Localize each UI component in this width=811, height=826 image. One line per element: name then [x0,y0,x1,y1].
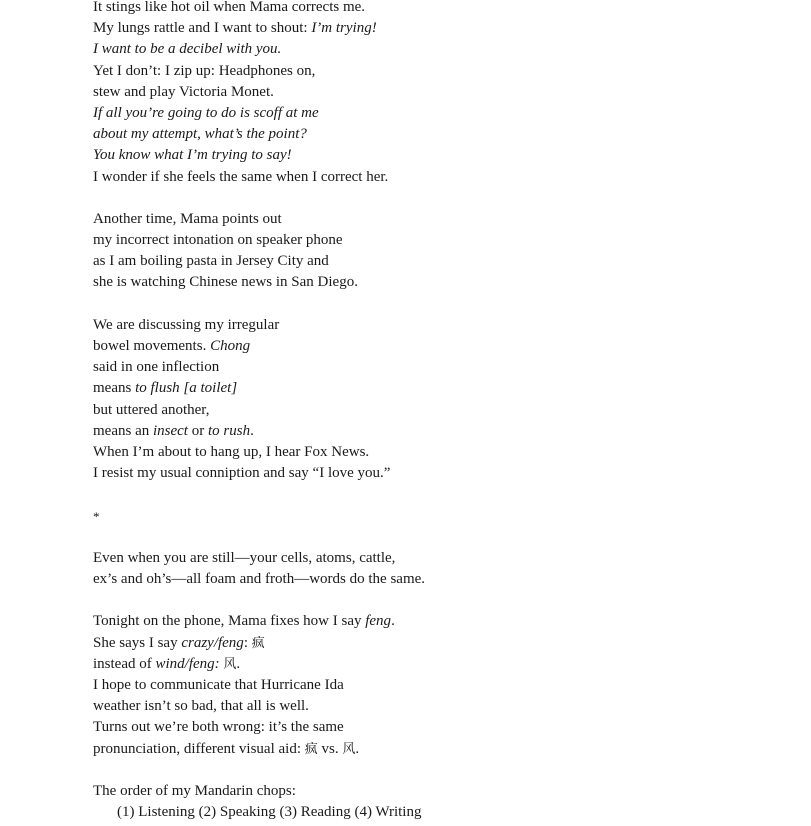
line-text: means an [93,422,153,439]
line-text: Tonight on the phone, Mama fixes how I say [93,613,366,630]
poem-line: she is watching Chinese news in San Diego. [93,274,358,291]
line-text: . [355,740,360,757]
poem-line: Yet I don’t: I zip up: Headphones on, [93,62,316,79]
stanza-4 [93,548,793,590]
stanza-break [93,484,793,505]
poem-line-indented: (1) Listening (2) Speaking (3) Reading (4) Writing [117,804,422,821]
poem-line [93,739,793,760]
chinese-character: 风 [342,741,356,757]
italic-text: I want to be a decibel with you. [93,41,282,58]
poem-line: stew and play Victoria Monet. [93,83,274,100]
poem-line [93,654,793,675]
stanza-3 [93,315,793,485]
poem-line [93,18,793,39]
poem-line [93,145,793,166]
poem-line [93,611,793,632]
stanza-break [93,294,793,315]
italic-text: to rush [207,422,251,439]
poem-line: as I am boiling pasta in Jersey City and [93,253,329,270]
poem-line: We are discussing my irregular [93,316,280,333]
poem-line: weather isn’t so bad, that all is well. [93,698,309,715]
poem-line [93,124,793,145]
italic-text: feng [365,613,392,630]
italic-text: to flush [a toilet] [135,380,238,397]
line-text: pronunciation, different visual aid: [93,740,305,757]
line-text: or [187,422,208,439]
line-text: means [93,380,136,397]
stanza-break [93,590,793,611]
poem-line [93,633,793,654]
line-text: vs. [317,740,343,757]
line-text: instead of [93,655,156,672]
italic-text: Chong [210,338,251,354]
poem-line: but uttered another, [93,401,210,418]
poem-line: When I’m about to hang up, I hear Fox News. [93,443,370,460]
poem-line: Another time, Mama points out [93,210,282,227]
stanza-1 [93,0,793,188]
poem-line: The order of my Mandarin chops: [93,782,296,799]
poem-line [93,39,793,60]
stanza-2 [93,209,793,294]
italic-text: crazy/feng [181,634,244,651]
stanza-break [93,527,793,548]
poem-line: It stings like hot oil when Mama corrects me. [93,0,366,15]
line-text: bowel movements. [93,338,211,354]
italic-text: I’m trying! [311,20,377,37]
poem-line [93,378,793,399]
poem-line: I resist my usual conniption and say “I love you.” [93,465,391,482]
italic-text: wind/feng: [155,655,220,672]
line-text: . [250,422,254,439]
stanza-6 [93,781,793,823]
poem-line [93,103,793,124]
stanza-5 [93,611,793,759]
poem-line: Turns out we’re both wrong: it’s the same [93,719,344,736]
poem-line: ex’s and oh’s—all foam and froth—words do the same. [93,571,426,588]
chinese-character: 疯 [251,635,265,651]
chinese-character: 风 [223,656,237,672]
section-divider: * [93,508,100,524]
poem-line [93,336,793,357]
italic-text: If all you’re going to do is scoff at me [93,104,319,121]
italic-text: insect [152,422,188,439]
line-text: She says I say [93,634,182,651]
line-text: : [243,634,252,651]
italic-text: about my attempt, what’s the point? [93,126,307,143]
poem-line [93,421,793,442]
poem-page [93,0,793,823]
poem-line: I hope to communicate that Hurricane Ida [93,677,344,693]
line-text: . [236,655,241,672]
chinese-character: 疯 [304,741,318,757]
poem-line: I wonder if she feels the same when I correct her. [93,168,389,185]
poem-line: Even when you are still—your cells, atoms, cattle, [93,549,396,566]
stanza-break [93,188,793,209]
poem-line: said in one inflection [93,359,220,376]
poem-line: my incorrect intonation on speaker phone [93,232,343,249]
stanza-break [93,760,793,781]
line-text: . [391,613,395,630]
italic-text: You know what I’m trying to say! [93,147,292,164]
line-text: My lungs rattle and I want to shout: [93,20,312,37]
